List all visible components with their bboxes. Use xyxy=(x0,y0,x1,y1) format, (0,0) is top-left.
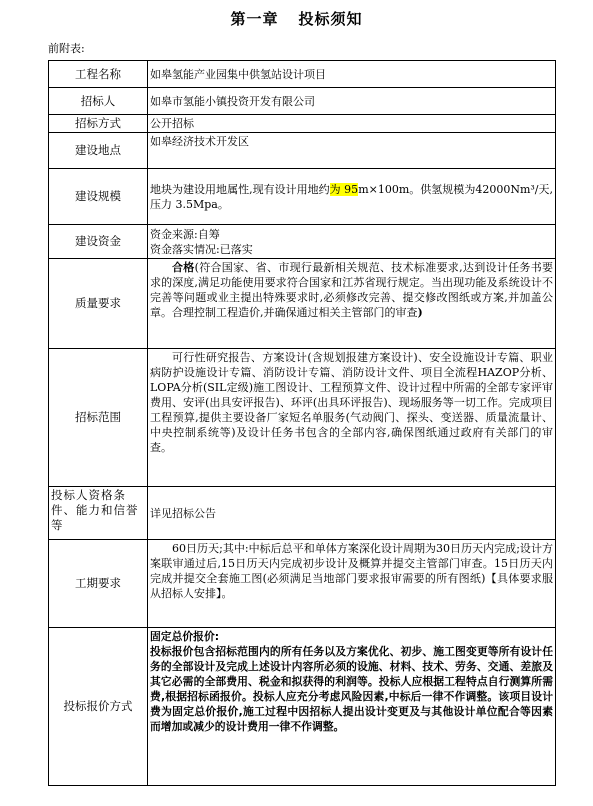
chapter-number: 第一章 xyxy=(230,10,279,28)
table-row xyxy=(49,88,556,115)
table-row xyxy=(49,169,556,225)
funding-status: 资金落实情况:已落实 xyxy=(150,242,253,256)
row-label-location: 建设地点 xyxy=(49,133,148,169)
scope-value: 可行性研究报告、方案设计(含规划报建方案设计)、安全设施设计专篇、职业病防护设施设计专篇、消防设计专篇、消防设计文件、项目全流程HAZOP分析、LOPA分析(SIL定级)施工图设计、工程预算文件、设计过程中所需的全部专家评审费用、安评(出具安评报告)、环评(出具环评报告)、现场服务等一切工作。完成项目工程预算,提供主要设备厂家短名单服务(气动阀门、探头、变送器、质量流量计、中央控制系统等)及设计任务书包含的全部内容,确保图纸通过政府有关部门的审查。 xyxy=(148,349,556,487)
table-row xyxy=(49,133,556,169)
row-label-quality: 质量要求 xyxy=(49,259,148,349)
bid-info-table xyxy=(48,60,556,786)
row-label-scope: 招标范围 xyxy=(49,349,148,487)
chapter-title xyxy=(0,8,593,29)
table-row xyxy=(49,225,556,259)
table-row xyxy=(49,115,556,133)
quality-lead: 合格 xyxy=(172,261,195,274)
project-name-value: 如皋氢能产业园集中供氢站设计项目 xyxy=(148,61,556,88)
location-value: 如皋经济技术开发区 xyxy=(148,133,556,169)
scale-text-after: m×100m。供氢规模为42000Nm³/天,压力 3.5Mpa。 xyxy=(150,182,554,211)
table-row xyxy=(49,259,556,349)
table-row xyxy=(49,61,556,88)
scale-value xyxy=(148,169,556,225)
row-label-tender-method: 招标方式 xyxy=(49,115,148,133)
row-label-qualification: 投标人资格条件、能力和信誉等 xyxy=(49,487,148,540)
quality-text: (符合国家、省、市现行最新相关规范、技术标准要求,达到设计任务书要求的深度,满足功能使用要求符合国家和江苏省现行规定。当出现功能及系统设计不完善等问题或业主提出特殊要求时,必须修改完善、提交修改图纸或方案,并加盖公章。合理控制工程造价,并确保通过相关主管部门的审查 xyxy=(150,261,553,319)
row-label-scale: 建设规模 xyxy=(49,169,148,225)
pricing-heading: 固定总价报价: xyxy=(150,630,220,643)
table-row xyxy=(49,487,556,540)
tenderer-value: 如皋市氢能小镇投资开发有限公司 xyxy=(148,88,556,115)
row-label-tenderer: 招标人 xyxy=(49,88,148,115)
row-label-pricing: 投标报价方式 xyxy=(49,628,148,786)
pricing-text: 投标报价包含招标范围内的所有任务以及方案优化、初步、施工图变更等所有设计任务的全部设计及完成上述设计内容所必须的设施、材料、技术、劳务、交通、差旅及其它必需的全部费用、税金和拟获得的利润等。投标人应根据工程特点自行测算所需费,根据招标函报价。投标人应充分考虑风险因素,中标后一律不作调整。该项目设计费为固定总价报价,施工过程中因招标人提出设计变更及与其他设计单位配合等因素而增加或减少的设计费用一律不作调整。 xyxy=(150,645,553,733)
quality-value xyxy=(148,259,556,349)
table-row xyxy=(49,540,556,628)
scale-highlight: 为 95 xyxy=(329,182,359,196)
qualification-value: 详见招标公告 xyxy=(148,487,556,540)
quality-tail: ) xyxy=(417,306,423,319)
scale-text-before: 地块为建设用地属性,现有设计用地约 xyxy=(150,182,330,196)
row-label-schedule: 工期要求 xyxy=(49,540,148,628)
row-label-funding: 建设资金 xyxy=(49,225,148,259)
funding-source: 资金来源:自筹 xyxy=(150,227,220,241)
table-row xyxy=(49,349,556,487)
row-label-project-name: 工程名称 xyxy=(49,61,148,88)
appendix-label: 前附表: xyxy=(48,42,85,55)
chapter-name: 投标须知 xyxy=(298,10,363,28)
pricing-value xyxy=(148,628,556,786)
schedule-value: 60日历天;其中:中标后总平和单体方案深化设计周期为30日历天内完成;设计方案联审通过后,15日历天内完成初步设计及概算并提交主管部门审查。15日历天内完成并提交全套施工图(必须满足当地部门要求报审需要的所有图纸)【具体要求服从招标人安排】。 xyxy=(148,540,556,628)
table-row xyxy=(49,628,556,786)
funding-value xyxy=(148,225,556,259)
tender-method-value: 公开招标 xyxy=(148,115,556,133)
